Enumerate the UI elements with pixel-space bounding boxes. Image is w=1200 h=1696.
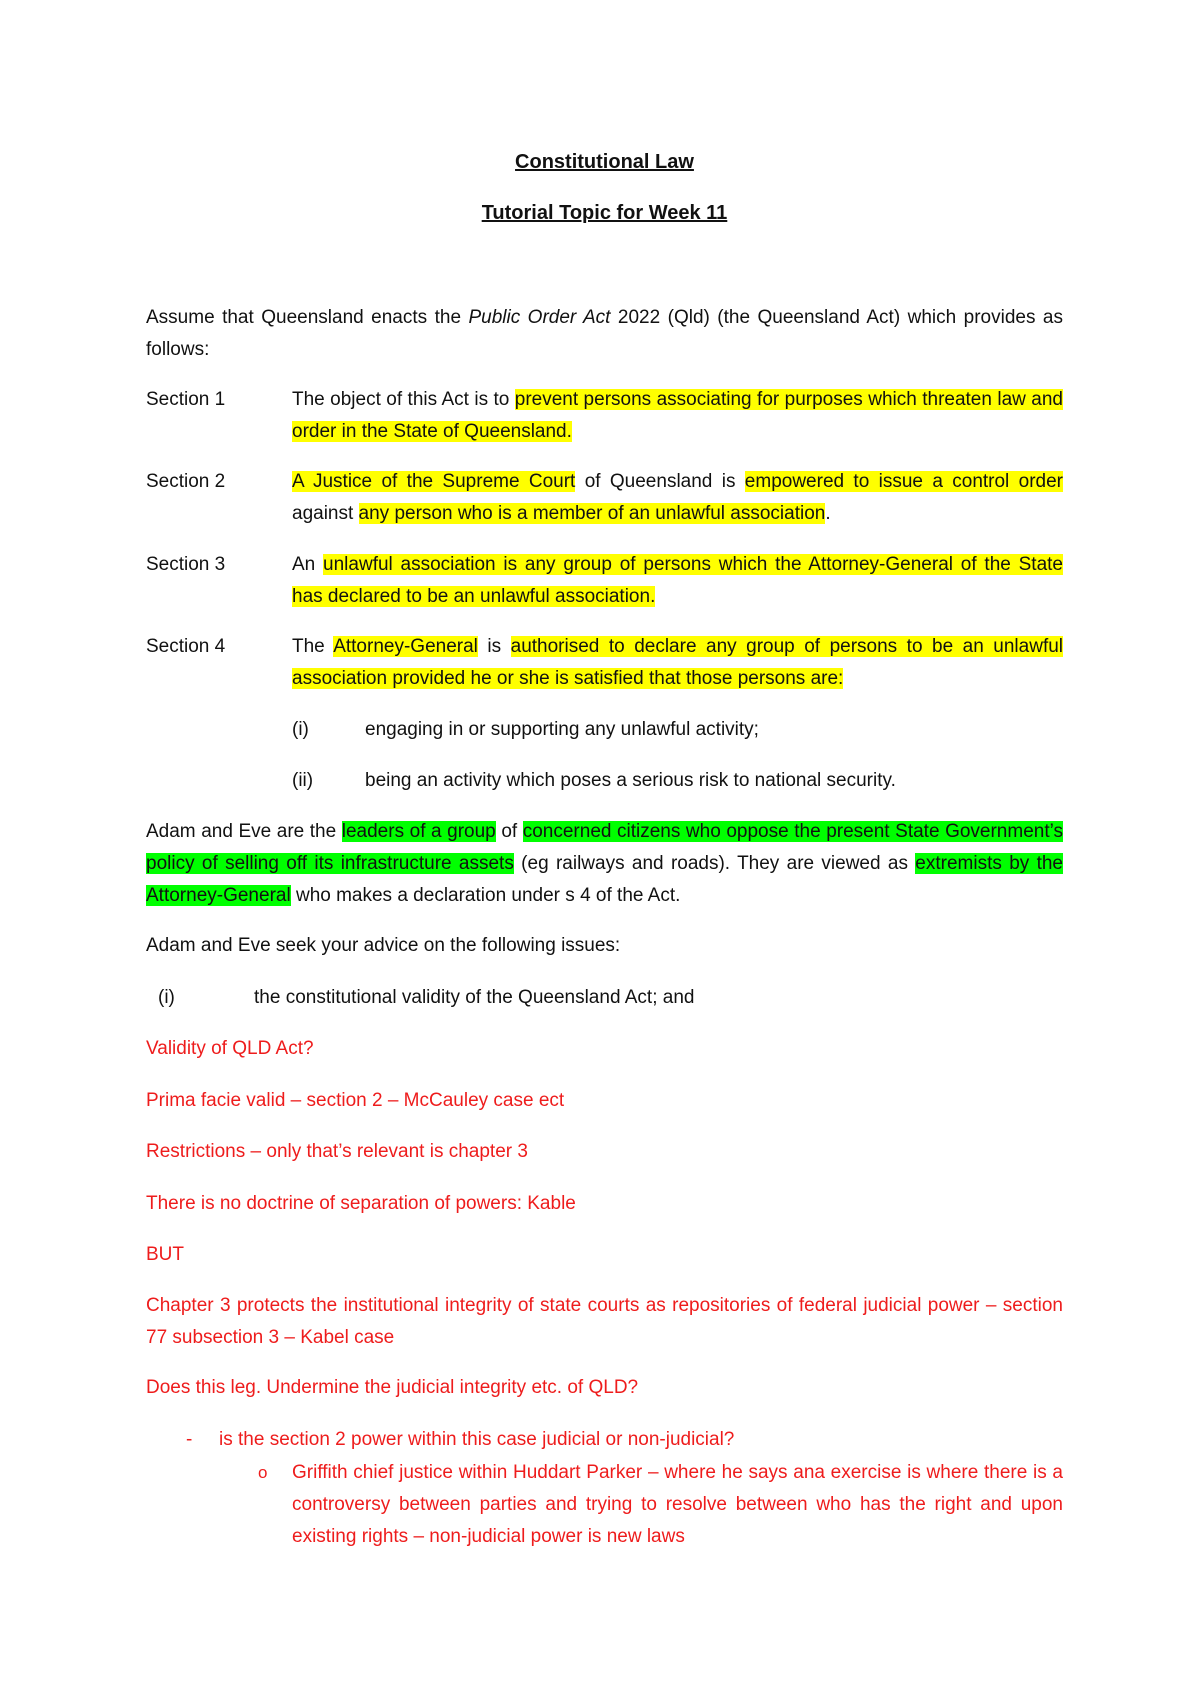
highlight-yellow: A Justice of the Supreme Court [292,471,576,492]
issue-text: the constitutional validity of the Queensland Act; and [254,987,695,1008]
highlight-yellow: prevent persons associating for purposes which threaten law and order in the State of Queensland. [292,389,1063,442]
highlight-yellow: Attorney-General [333,636,478,657]
note-line: Prima facie valid – section 2 – McCauley case ect [146,1090,565,1111]
document-page [146,0,1063,1696]
issue-number: (i) [158,987,175,1008]
note-line: Validity of QLD Act? [146,1038,314,1059]
highlight-green: extremists by the Attorney-General [146,853,1064,906]
highlight-yellow: authorised to declare any group of persons to be an unlawful association provided he or she is satisfied that those persons are: [292,636,1064,689]
section-3-label: Section 3 [146,554,226,575]
section-4-label: Section 4 [146,636,226,657]
list-item: engaging in or supporting any unlawful activity; [365,719,759,740]
highlight-yellow: unlawful association is any group of persons which the Attorney-General of the State [323,554,1063,575]
intro-paragraph: Assume that Queensland enacts the Public Order Act 2022 (Qld) (the Queensland Act) which provides as follows: [146,307,1063,360]
section-2-text: A Justice of the Supreme Court of Queensland is empowered to issue a control order against any person who is a member of an unlawful association. [292,471,1063,524]
advice-intro: Adam and Eve seek your advice on the following issues: [146,935,621,956]
document-subtitle: Tutorial Topic for Week 11 [481,202,728,224]
highlight-green: leaders of a group [341,821,496,842]
list-item-number: (ii) [292,770,314,791]
circle-bullet-icon: o [258,1463,268,1482]
note-line: There is no doctrine of separation of powers: Kable [146,1193,576,1214]
section-1-label: Section 1 [146,389,226,410]
note-line: BUT [146,1244,184,1265]
note-line: Does this leg. Undermine the judicial integrity etc. of QLD? [146,1377,639,1398]
document-title: Constitutional Law [515,151,694,173]
highlight-yellow: empowered to issue a control order [744,471,1063,492]
dash-bullet-icon: - [186,1429,193,1450]
highlight-green: concerned citizens who oppose the present State Government’s policy of selling off its infrastructure assets [146,821,1063,874]
section-3-text: An unlawful association is any group of persons which the Attorney-General of the State has declared to be an unlawful association. [292,554,1063,607]
highlight-yellow: any person who is a member of an unlawful association [358,503,826,524]
list-item-number: (i) [292,719,309,740]
note-line: Restrictions – only that’s relevant is chapter 3 [146,1141,528,1162]
section-2-label: Section 2 [146,471,226,492]
section-4-text: The Attorney-General is authorised to declare any group of persons to be an unlawful association provided he or she is satisfied that those persons are: [292,636,1064,689]
list-item: being an activity which poses a serious risk to national security. [365,770,896,791]
act-name: Public Order Act [468,307,611,328]
facts-paragraph: Adam and Eve are the leaders of a group of concerned citizens who oppose the present State Government’s policy of selling off its infrastructure assets (eg railways and roads). They are viewed as extremists by the Attorney-General who makes a declaration under s 4 of the Act. [146,821,1064,906]
sub-bullet-item: Griffith chief justice within Huddart Parker – where he says ana exercise is where there is a controversy between parties and trying to resolve between who has the right and upon existing rights – non-judicial power is new laws [292,1462,1063,1547]
section-1-text: The object of this Act is to prevent persons associating for purposes which threaten law and order in the State of Queensland. [292,389,1063,442]
bullet-item: is the section 2 power within this case judicial or non-judicial? [219,1429,735,1450]
note-line: Chapter 3 protects the institutional integrity of state courts as repositories of federal judicial power – section 77 subsection 3 – Kabel case [146,1295,1063,1348]
